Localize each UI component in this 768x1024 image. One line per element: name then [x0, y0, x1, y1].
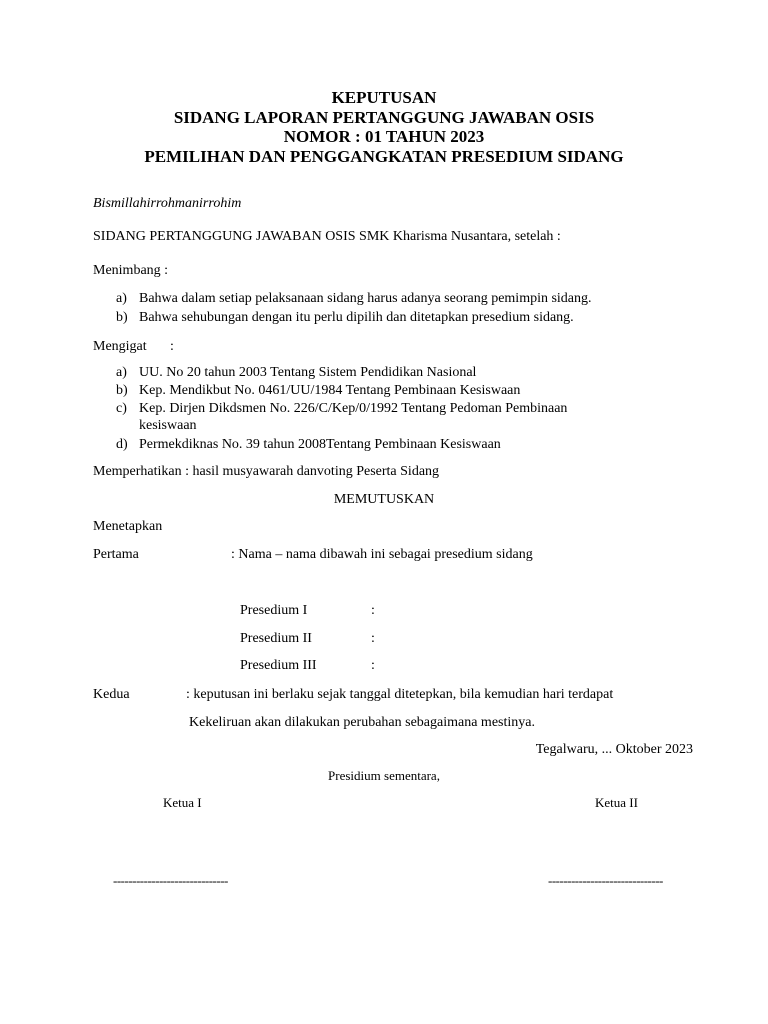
memutuskan-heading: MEMUTUSKAN	[333, 492, 435, 507]
doc-topic: PEMILIHAN DAN PENGGANGKATAN PRESEDIUM SIDANG	[144, 147, 624, 166]
list-item: Bahwa dalam setiap pelaksanaan sidang harus adanya seorang pemimpin sidang.	[139, 291, 592, 306]
menimbang-label: Menimbang :	[93, 263, 169, 278]
list-item: Permekdiknas No. 39 tahun 2008Tentang Pembinaan Kesiswaan	[139, 437, 501, 452]
presedium-colon: :	[371, 603, 375, 618]
presedium-label: Presedium II	[240, 631, 312, 646]
place-date: Tegalwaru, ... Oktober 2023	[535, 742, 693, 757]
ketua2-label: Ketua II	[595, 795, 638, 810]
list-number: b)	[116, 310, 128, 325]
list-item-continuation: kesiswaan	[139, 418, 197, 433]
kedua-text-continuation: Kekeliruan akan dilakukan perubahan sebagaimana mestinya.	[189, 715, 535, 730]
presedium-label: Presedium I	[240, 603, 308, 618]
list-item: UU. No 20 tahun 2003 Tentang Sistem Pendidikan Nasional	[139, 365, 477, 380]
list-number: c)	[116, 401, 127, 416]
opening-text: Bismillahirrohmanirrohim	[93, 196, 242, 211]
list-item: Bahwa sehubungan dengan itu perlu dipilih dan ditetapkan presedium sidang.	[139, 310, 574, 325]
presidium-sementara: Presidium sementara,	[328, 768, 440, 783]
list-number: d)	[116, 437, 128, 452]
list-item: Kep. Mendikbut No. 0461/UU/1984 Tentang Pembinaan Kesiswaan	[139, 383, 521, 398]
intro-text: SIDANG PERTANGGUNG JAWABAN OSIS SMK Kharisma Nusantara, setelah :	[93, 229, 561, 244]
pertama-text: : Nama – nama dibawah ini sebagai presedium sidang	[231, 547, 533, 562]
kedua-text: : keputusan ini berlaku sejak tanggal ditetepkan, bila kemudian hari terdapat	[186, 687, 614, 702]
presedium-colon: :	[371, 658, 375, 673]
signature-line-left: ------------------------------	[113, 873, 228, 888]
pertama-label: Pertama	[93, 547, 139, 562]
presedium-colon: :	[371, 631, 375, 646]
doc-number: NOMOR : 01 TAHUN 2023	[283, 127, 485, 146]
doc-subtitle: SIDANG LAPORAN PERTANGGUNG JAWABAN OSIS	[173, 108, 595, 127]
mengigat-label: Mengigat	[93, 339, 147, 354]
memperhatikan-text: Memperhatikan : hasil musyawarah danvoting Peserta Sidang	[93, 464, 440, 479]
menetapkan-label: Menetapkan	[93, 519, 163, 534]
list-item: Kep. Dirjen Dikdsmen No. 226/C/Kep/0/1992 Tentang Pedoman Pembinaan	[139, 401, 568, 416]
ketua1-label: Ketua I	[163, 795, 202, 810]
list-number: a)	[116, 291, 127, 306]
list-number: a)	[116, 365, 127, 380]
list-number: b)	[116, 383, 128, 398]
doc-title: KEPUTUSAN	[331, 88, 437, 107]
presedium-label: Presedium III	[240, 658, 317, 673]
kedua-label: Kedua	[93, 687, 130, 702]
signature-line-right: ------------------------------	[548, 873, 663, 888]
mengigat-colon: :	[170, 339, 174, 354]
